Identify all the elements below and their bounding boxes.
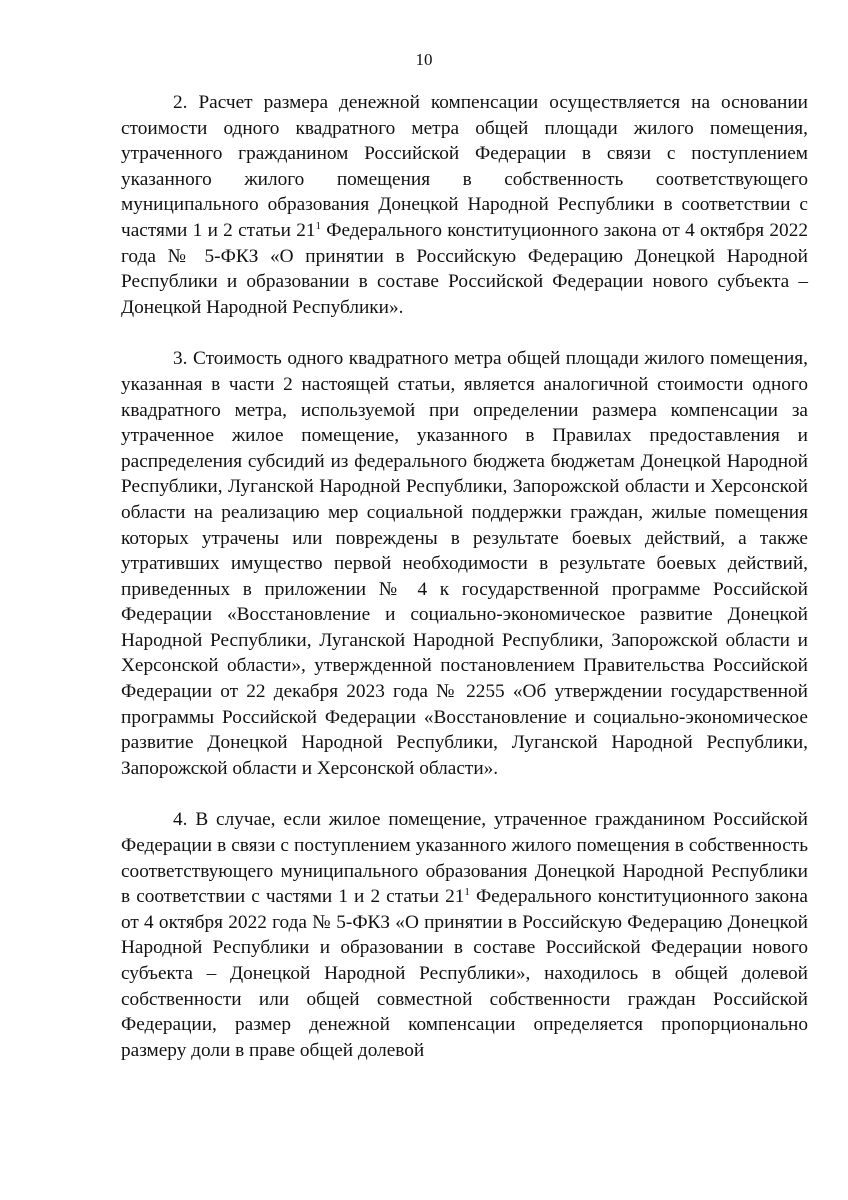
paragraph-2-text-end: Федерального конституционного закона от 4 октября 2022 года № 5-ФКЗ «О принятии в Российскую Федерацию Донецкой Народной Республики и образовании в составе Российской Федерации нового субъекта – Донецкой Народной Республики». [121, 219, 808, 318]
paragraph-2-text-start: 2. Расчет размера денежной компенсации осуществляется на основании стоимости одного квадратного метра общей площади жилого помещения, утраченного гражданином Российской Федерации в связи с поступлением указанного жилого помещения в собственность соответствующего муниципального образования Донецкой Народной Республики в соответствии с частями 1 и 2 статьи 21 [121, 92, 808, 241]
page-number: 10 [415, 50, 433, 69]
article-superscript: 1 [315, 219, 321, 232]
document-body [121, 90, 808, 1089]
paragraph-4-text-end: Федерального конституционного закона от 4 октября 2022 года № 5-ФКЗ «О принятии в Российскую Федерацию Донецкой Народной Республики и образовании в составе Российской Федерации нового субъекта – Донецкой Народной Республики», находилось в общей долевой собственности или общей совместной собственности граждан Российской Федерации, размер денежной компенсации определяется пропорционально размеру доли в праве общей долевой [121, 886, 808, 1061]
paragraph-4-text-start: 4. В случае, если жилое помещение, утраченное гражданином Российской Федерации в связи с поступлением указанного жилого помещения в собственность соответствующего муниципального образования Донецкой Народной Республики в соответствии с частями 1 и 2 статьи 21 [121, 809, 808, 908]
paragraph-2 [121, 90, 808, 320]
article-superscript: 1 [464, 886, 470, 899]
paragraph-4 [121, 807, 808, 1063]
paragraph-3: 3. Стоимость одного квадратного метра общей площади жилого помещения, указанная в части 2 настоящей статьи, является аналогичной стоимости одного квадратного метра, используемой при определении размера компенсации за утраченное жилое помещение, указанного в Правилах предоставления и распределения субсидий из федерального бюджета бюджетам Донецкой Народной Республики, Луганской Народной Республики, Запорожской области и Херсонской области на реализацию мер социальной поддержки граждан, жилые помещения которых утрачены или повреждены в результате боевых действий, а также утративших имущество первой необходимости в результате боевых действий, приведенных в приложении № 4 к государственной программе Российской Федерации «Восстановление и социально-экономическое развитие Донецкой Народной Республики, Луганской Народной Республики, Запорожской области и Херсонской области», утвержденной постановлением Правительства Российской Федерации от 22 декабря 2023 года № 2255 «Об утверждении государственной программы Российской Федерации «Восстановление и социально-экономическое развитие Донецкой Народной Республики, Луганской Народной Республики, Запорожской области и Херсонской области». [121, 348, 808, 779]
